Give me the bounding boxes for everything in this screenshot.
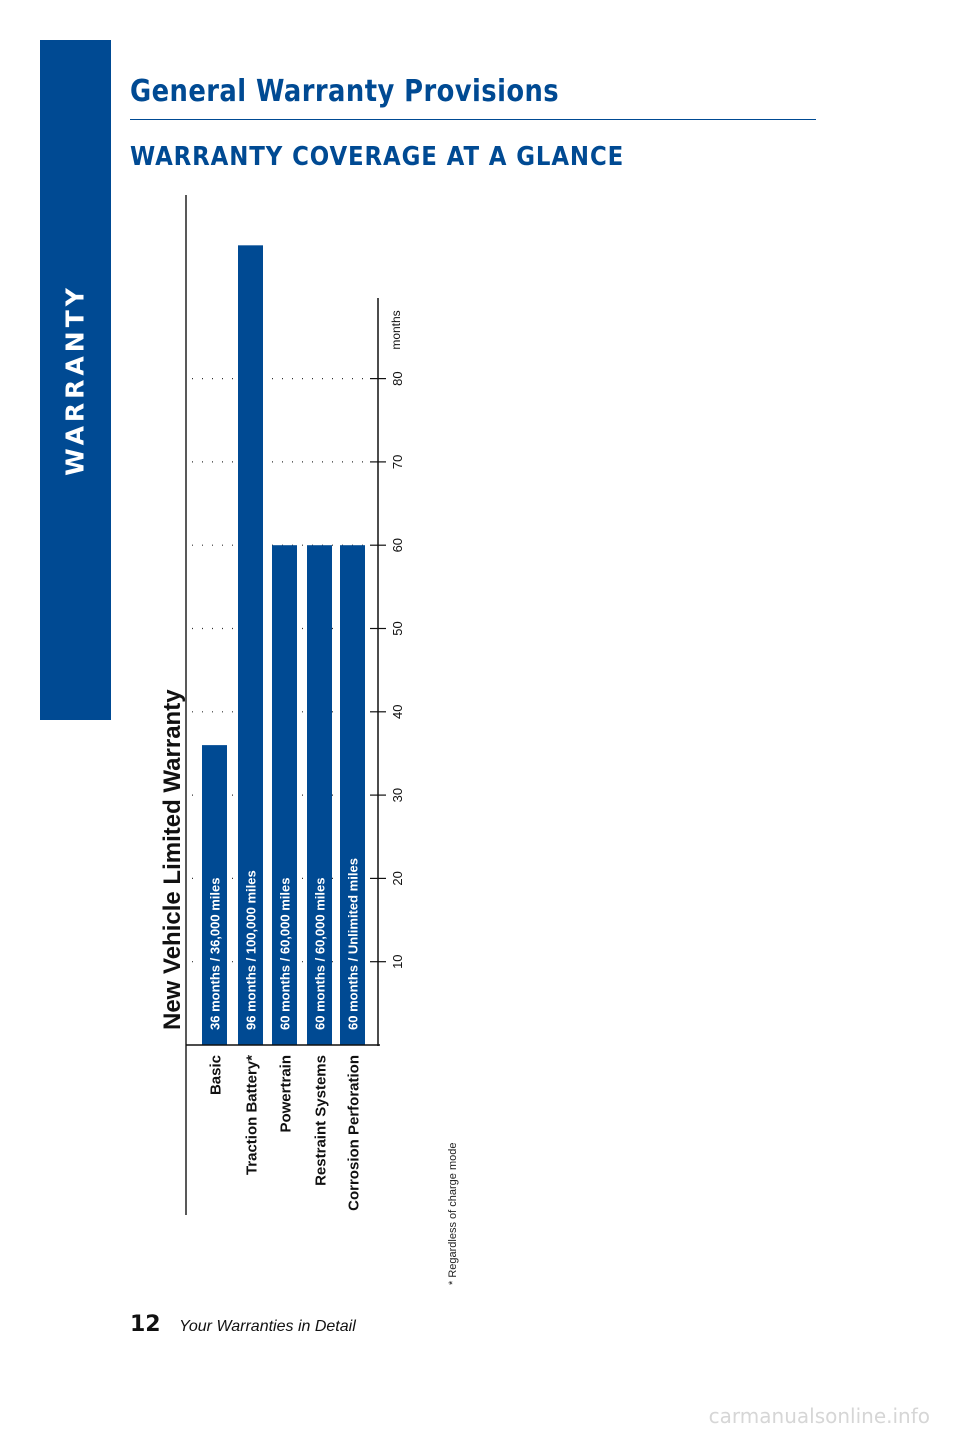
tick-label: 70 [390,454,405,470]
category-label: Restraint Systems [312,1055,330,1186]
tick-label: 20 [390,871,405,886]
category-label: Basic [207,1055,225,1096]
category-label: Corrosion Perforation [345,1055,363,1211]
category-label: Powertrain [277,1055,295,1133]
tick-label: 40 [390,704,405,720]
category-labels [208,1055,363,1211]
bar-label: 36 months / 36,000 miles [207,877,223,1030]
tick-label: 30 [390,787,405,803]
tick-label: 50 [390,621,405,636]
bar-label: 60 months / 60,000 miles [277,877,293,1030]
footnote: * Regardless of charge mode [447,1142,459,1285]
unit-label: months [389,310,403,350]
watermark: carmanualsonline.info [708,1404,930,1428]
chart-title: New Vehicle Limited Warranty [159,689,186,1030]
tick-label: 80 [390,371,405,386]
tick-label: 60 [390,537,405,553]
side-tab-label: WARRANTY [60,284,90,476]
tick-label: 10 [390,954,405,969]
bar-label: 96 months / 100,000 miles [243,870,259,1030]
section-heading: WARRANTY COVERAGE AT A GLANCE [130,142,625,172]
bar-label: 60 months / Unlimited miles [345,858,361,1030]
page-caption: Your Warranties in Detail [179,1318,356,1335]
page-number: 12 [130,1312,161,1337]
bar-labels [208,858,361,1030]
page-footer [130,1312,356,1337]
category-label: Traction Battery* [243,1055,261,1176]
page-title: General Warranty Provisions [130,74,560,109]
bar-label: 60 months / 60,000 miles [312,877,328,1030]
